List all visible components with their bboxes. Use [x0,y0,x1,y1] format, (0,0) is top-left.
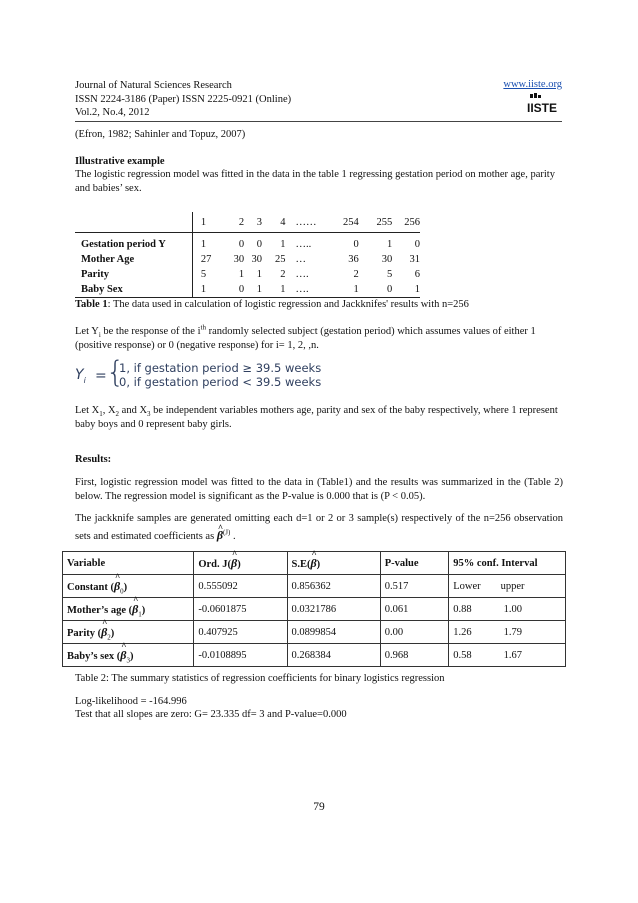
table-row [75,282,420,298]
table1-caption-text: : The data used in calculation of logistic regression and Jackknifes' results with n=256 [107,299,469,310]
table-cell: 0 [238,239,245,250]
row-p: 0.968 [380,644,448,667]
formula-case-1: 1, if gestation period ≥ 39.5 weeks [119,361,322,375]
illustrative-text: The logistic regression model was fitted in the data in the table 1 regressing gestation period on mother age, parity and babies’ sex. [75,169,555,194]
coefficients-table [62,551,566,667]
table-cell: 36 [348,254,359,265]
table-cell: 1 [238,269,245,280]
table-cell: 30 [381,254,393,265]
row-variable: Baby’s sex (^ $\beta_3$) [63,644,194,667]
row-p: 0.00 [380,621,448,644]
table-cell: 31 [409,254,420,265]
table-cell: 1 [392,282,420,298]
table-cell: 0 [256,239,262,250]
log-likelihood: Log-likelihood = -164.996 [75,696,187,707]
table-cell: 2 [353,269,359,280]
slopes-test: Test that all slopes are zero: G= 23.335 df= 3 and P-value=0.000 [75,709,347,720]
page-number: 79 [313,801,325,813]
row-variable: Mother’s age (^ $\beta_1$) [63,598,194,621]
ci-upper-label: upper [500,580,525,592]
table-cell: ….. [295,239,312,250]
row-variable: Constant (^ $\beta_0$) [63,575,194,598]
journal-name: Journal of Natural Sciences Research [75,80,232,91]
table1-header-cell: 256 [392,212,420,233]
row-p: 0.061 [380,598,448,621]
beta-hat-symbol: ^ β [217,527,223,543]
table1-header-cell: 255 [359,212,392,233]
row-label: Baby Sex [75,282,193,298]
variables-definition: Let $X_1$, $X_2$ and $X_3$ be independent variables mothers age, parity and sex of the baby respectively, where 1 represent baby boys and 0 represent baby girls. [75,405,558,430]
table1-header-cell: …… [286,212,330,233]
table-cell: …. [295,269,309,280]
table-row [75,267,420,282]
row-p: 0.517 [380,575,448,598]
illustrative-heading: Illustrative example [75,156,165,167]
table1-caption [75,298,563,312]
table-row [75,252,420,267]
table-cell: 1 [200,239,207,250]
table1-header-cell: 3 [244,212,262,233]
table-cell: 1 [256,269,262,280]
row-ci: 0.58 1.67 [449,644,566,667]
table-cell: 6 [414,269,420,280]
table-cell: 0 [353,239,359,250]
gestation-formula [75,355,322,391]
results-paragraph-1: First, logistic regression model was fitted to the data in (Table1) and the results was summarized in the (Table 2) below. The regression model is significant as the P-value is 0.000 that is (P < 0.05). [75,477,563,502]
table-cell: 30 [233,254,245,265]
table-cell: 0 [359,282,392,298]
table-cell: 1 [201,282,223,298]
row-ord: -0.0108895 [194,644,287,667]
row-ci: 0.88 1.00 [449,598,566,621]
row-ord: -0.0601875 [194,598,287,621]
table-row [63,621,566,644]
row-se: 0.856362 [287,575,380,598]
table2-caption: Table 2: The summary statistics of regression coefficients for binary logistics regression [75,673,445,684]
row-se: 0.0899854 [287,621,380,644]
table-cell: …. [286,282,330,298]
results-heading: Results: [75,454,112,465]
formula-lhs: $Y_i$ [75,367,86,385]
table1-header-cell: 254 [329,212,359,233]
table-cell: 0 [222,282,244,298]
row-label: Gestation period Y [81,239,166,250]
table-cell: 25 [275,254,286,265]
table-cell: 0 [414,239,420,250]
row-ci [449,575,566,598]
table-cell: 30 [251,254,262,265]
row-ci: 1.26 1.79 [449,621,566,644]
row-label: Mother Age [81,254,135,265]
table1-header-row [75,212,420,233]
table1-corner-cell [75,212,193,233]
table-cell: 1 [387,239,393,250]
header-pvalue: P-value [380,552,448,575]
table2-header-row [63,552,566,575]
table1-caption-label: Table 1 [75,299,108,310]
table-row [63,598,566,621]
table-row [63,644,566,667]
formula-equals: = [95,368,107,384]
ci-lower-label: Lower [453,580,481,592]
data-table [75,212,420,298]
header-ci: 95% conf. Interval [449,552,566,575]
citation: (Efron, 1982; Sahinler and Topuz, 2007) [75,129,246,140]
iiste-logo-icon [526,93,562,115]
header-ord: Ord. J(^ β) [194,552,287,575]
table-cell: 1 [329,282,359,298]
table-cell: … [295,254,307,265]
table-cell: 1 [244,282,262,298]
table-cell: 5 [200,269,207,280]
issn-line: ISSN 2224-3186 (Paper) ISSN 2225-0921 (Online) [75,93,292,105]
row-variable: Parity (^ $\beta_2$) [63,621,194,644]
response-definition: Let $Y_i$ be the response of the $i^{th}$ randomly selected subject (gestation period) which assumes values of either 1 (positive response) or 0 (negative response) for i= 1, 2, ,n. [75,323,536,351]
row-label: Parity [81,269,109,280]
journal-url-link[interactable]: www.iiste.org [503,79,562,90]
row-ord: 0.407925 [194,621,287,644]
header-divider [75,121,562,122]
results-paragraph-2: The jackknife samples are generated omitting each d=1 or 2 or 3 sample(s) respectively of the n=256 observation sets and estimated coefficients as ^ $\beta^{(J)}$ . [75,511,563,545]
iiste-logo [526,93,562,115]
table-row [75,233,420,253]
table1-header-cell: 1 [201,212,223,233]
row-se: 0.268384 [287,644,380,667]
row-ord: 0.555092 [194,575,287,598]
formula-case-2: 0, if gestation period < 39.5 weeks [119,375,322,389]
table-cell: 1 [262,282,286,298]
volume-line: Vol.2, No.4, 2012 [75,107,150,118]
table-cell: 27 [200,254,212,265]
table1-header-cell: 2 [222,212,244,233]
table1-header-cell: 4 [262,212,286,233]
logo-text: IISTE [527,101,558,115]
table-cell: 1 [280,239,286,250]
formula-brace: { [106,355,125,389]
table-cell: 5 [387,269,393,280]
row-se: 0.0321786 [287,598,380,621]
header-se: S.E(^ β) [287,552,380,575]
journal-header [75,79,291,120]
table-cell: 2 [280,269,286,280]
header-variable: Variable [63,552,194,575]
